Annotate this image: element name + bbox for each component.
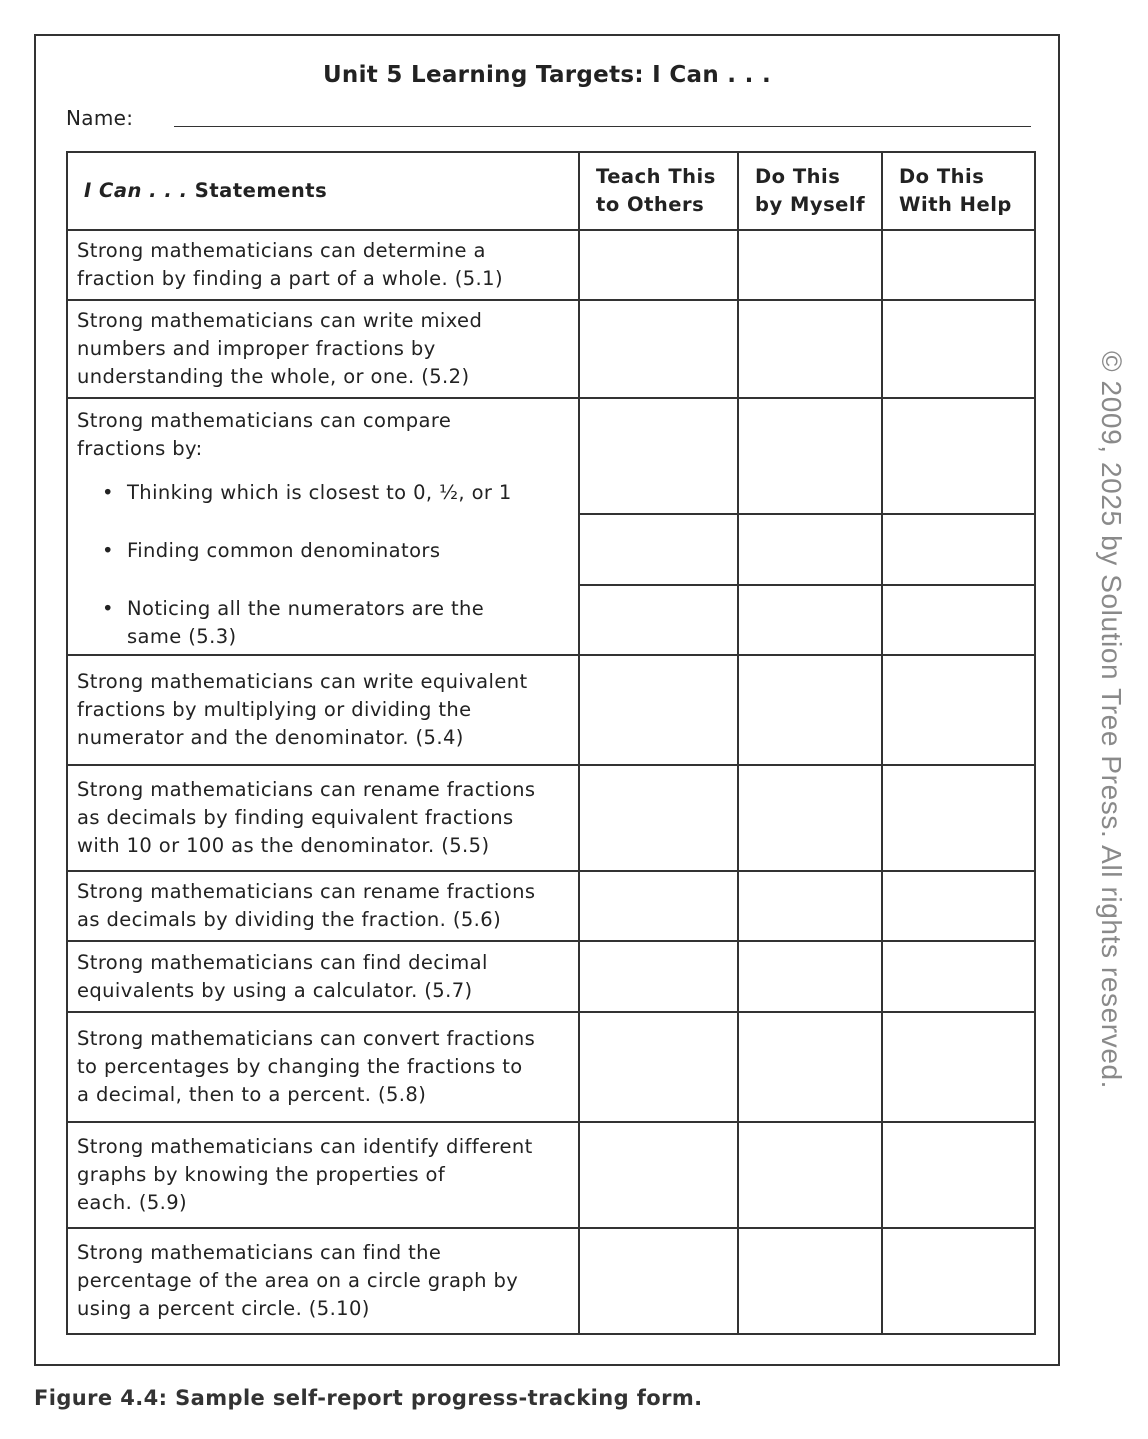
copyright-notice — [1088, 300, 1134, 1140]
checkbox-cell-do-with-help[interactable] — [882, 871, 1035, 941]
checkbox-cell-do-myself[interactable] — [738, 398, 882, 514]
checkbox-cell-teach-others[interactable] — [579, 1012, 738, 1122]
checkbox-cell-do-with-help[interactable] — [882, 1228, 1035, 1334]
copyright-text: © 2009, 2025 by Solution Tree Press. All rights reserved. — [1096, 350, 1127, 1090]
statement-line: same (5.3) — [127, 625, 237, 648]
statement-line: numbers and improper fractions by — [77, 337, 436, 360]
table-row — [67, 300, 1035, 398]
statement-line: fractions by: — [77, 437, 203, 460]
statement-line: fractions by multiplying or dividing the — [77, 698, 472, 721]
bullet-list — [77, 479, 570, 651]
statement-line: Strong mathematicians can find the — [77, 1241, 442, 1264]
statement-cell — [67, 765, 579, 871]
statement-line: graphs by knowing the properties of — [77, 1163, 446, 1186]
statement-line: Strong mathematicians can convert fractions — [77, 1027, 536, 1050]
statement-line: using a percent circle. (5.10) — [77, 1297, 370, 1320]
statement-line: as decimals by dividing the fraction. (5.6) — [77, 908, 502, 931]
bullet-item — [77, 595, 570, 651]
statement-line: a decimal, then to a percent. (5.8) — [77, 1083, 427, 1106]
checkbox-cell-do-myself[interactable] — [738, 1228, 882, 1334]
name-input-line[interactable] — [174, 126, 1031, 127]
checkbox-cell-do-with-help[interactable] — [882, 514, 1035, 585]
table-header-row — [67, 152, 1035, 230]
checkbox-cell-do-with-help[interactable] — [882, 941, 1035, 1012]
checkbox-cell-do-myself[interactable] — [738, 765, 882, 871]
header-statements-italic: I Can . . . — [84, 179, 188, 202]
header-do-myself — [738, 152, 882, 230]
statement-line: Strong mathematicians can find decimal — [77, 950, 488, 974]
checkbox-cell-do-myself[interactable] — [738, 300, 882, 398]
statement-line: to percentages by changing the fractions to — [77, 1055, 523, 1078]
statement-cell — [67, 655, 579, 765]
checkbox-cell-teach-others[interactable] — [579, 585, 738, 655]
checkbox-cell-teach-others[interactable] — [579, 655, 738, 765]
statement-line: with 10 or 100 as the denominator. (5.5) — [77, 834, 490, 857]
table-row — [67, 655, 1035, 765]
header-do-with-help — [882, 152, 1035, 230]
header-myself-line2: by Myself — [755, 193, 866, 216]
statement-cell — [67, 398, 579, 655]
checkbox-cell-do-myself[interactable] — [738, 230, 882, 300]
table-row — [67, 765, 1035, 871]
statement-line: Strong mathematicians can write equivalent — [77, 670, 528, 693]
checkbox-cell-teach-others[interactable] — [579, 300, 738, 398]
checkbox-cell-do-myself[interactable] — [738, 655, 882, 765]
checkbox-cell-do-with-help[interactable] — [882, 1122, 1035, 1228]
checkbox-cell-teach-others[interactable] — [579, 1228, 738, 1334]
checkbox-cell-do-with-help[interactable] — [882, 1012, 1035, 1122]
checkbox-cell-teach-others[interactable] — [579, 514, 738, 585]
statement-cell — [67, 300, 579, 398]
header-teach-this — [579, 152, 738, 230]
checkbox-cell-do-with-help[interactable] — [882, 765, 1035, 871]
checkbox-cell-do-myself[interactable] — [738, 585, 882, 655]
statement-cell — [67, 1122, 579, 1228]
checkbox-cell-teach-others[interactable] — [579, 941, 738, 1012]
table-row — [67, 941, 1035, 1012]
header-help-line1: Do This — [899, 165, 985, 188]
table-row — [67, 230, 1035, 300]
statement-line: numerator and the denominator. (5.4) — [77, 726, 464, 749]
checkbox-cell-do-myself[interactable] — [738, 941, 882, 1012]
statement-cell — [67, 230, 579, 300]
checkbox-cell-do-myself[interactable] — [738, 871, 882, 941]
checkbox-cell-do-with-help[interactable] — [882, 585, 1035, 655]
checkbox-cell-teach-others[interactable] — [579, 1122, 738, 1228]
checkbox-cell-do-myself[interactable] — [738, 1012, 882, 1122]
bullet-icon: • — [102, 597, 114, 620]
header-teach-line2: to Others — [596, 193, 705, 216]
learning-targets-table — [66, 151, 1036, 1335]
table-body — [67, 230, 1035, 1334]
checkbox-cell-do-with-help[interactable] — [882, 398, 1035, 514]
header-myself-line1: Do This — [755, 165, 841, 188]
checkbox-cell-teach-others[interactable] — [579, 398, 738, 514]
statement-line: Strong mathematicians can write mixed — [77, 309, 483, 332]
checkbox-cell-teach-others[interactable] — [579, 765, 738, 871]
header-help-line2: With Help — [899, 193, 1012, 216]
statement-line: Strong mathematicians can rename fractions — [77, 778, 536, 801]
statement-line: as decimals by finding equivalent fractions — [77, 806, 514, 829]
form-title: Unit 5 Learning Targets: I Can . . . — [322, 62, 772, 88]
table-row — [67, 1122, 1035, 1228]
bullet-icon: • — [102, 481, 114, 504]
statement-intro — [77, 407, 570, 463]
statement-line: fraction by finding a part of a whole. (5.1) — [77, 267, 503, 290]
checkbox-cell-do-myself[interactable] — [738, 514, 882, 585]
bullet-item — [77, 537, 570, 565]
statement-line: understanding the whole, or one. (5.2) — [77, 365, 470, 388]
table-row — [67, 1012, 1035, 1122]
checkbox-cell-do-myself[interactable] — [738, 1122, 882, 1228]
statement-line: Thinking which is closest to 0, ½, or 1 — [127, 481, 512, 504]
statement-line: Noticing all the numerators are the — [127, 597, 485, 620]
statement-line: Strong mathematicians can identify different — [77, 1135, 533, 1158]
checkbox-cell-do-with-help[interactable] — [882, 655, 1035, 765]
statement-line: Strong mathematicians can determine a — [77, 239, 486, 262]
statement-line: Strong mathematicians can compare — [77, 409, 452, 432]
learning-targets-table-wrap — [66, 151, 1034, 1335]
statement-cell — [67, 1228, 579, 1334]
checkbox-cell-do-with-help[interactable] — [882, 230, 1035, 300]
bullet-icon: • — [102, 539, 114, 562]
header-teach-line1: Teach This — [596, 165, 716, 188]
checkbox-cell-teach-others[interactable] — [579, 230, 738, 300]
form-frame — [34, 34, 1060, 1366]
statement-line: each. (5.9) — [77, 1191, 188, 1214]
header-statements — [67, 152, 579, 230]
statement-line: Strong mathematicians can rename fractions — [77, 880, 536, 903]
name-row — [66, 104, 1031, 132]
table-row — [67, 1228, 1035, 1334]
name-label: Name: — [66, 106, 134, 130]
table-row — [67, 398, 1035, 514]
statement-cell — [67, 941, 579, 1012]
statement-cell — [67, 1012, 579, 1122]
statement-cell — [67, 871, 579, 941]
bullet-item — [77, 479, 570, 507]
statement-line: percentage of the area on a circle graph by — [77, 1269, 519, 1292]
statement-line: equivalents by using a calculator. (5.7) — [77, 978, 473, 1002]
figure-caption: Figure 4.4: Sample self-report progress-tracking form. — [34, 1386, 703, 1410]
checkbox-cell-teach-others[interactable] — [579, 871, 738, 941]
header-statements-rest: Statements — [187, 179, 328, 202]
statement-line: Finding common denominators — [127, 539, 441, 562]
table-row — [67, 871, 1035, 941]
checkbox-cell-do-with-help[interactable] — [882, 300, 1035, 398]
